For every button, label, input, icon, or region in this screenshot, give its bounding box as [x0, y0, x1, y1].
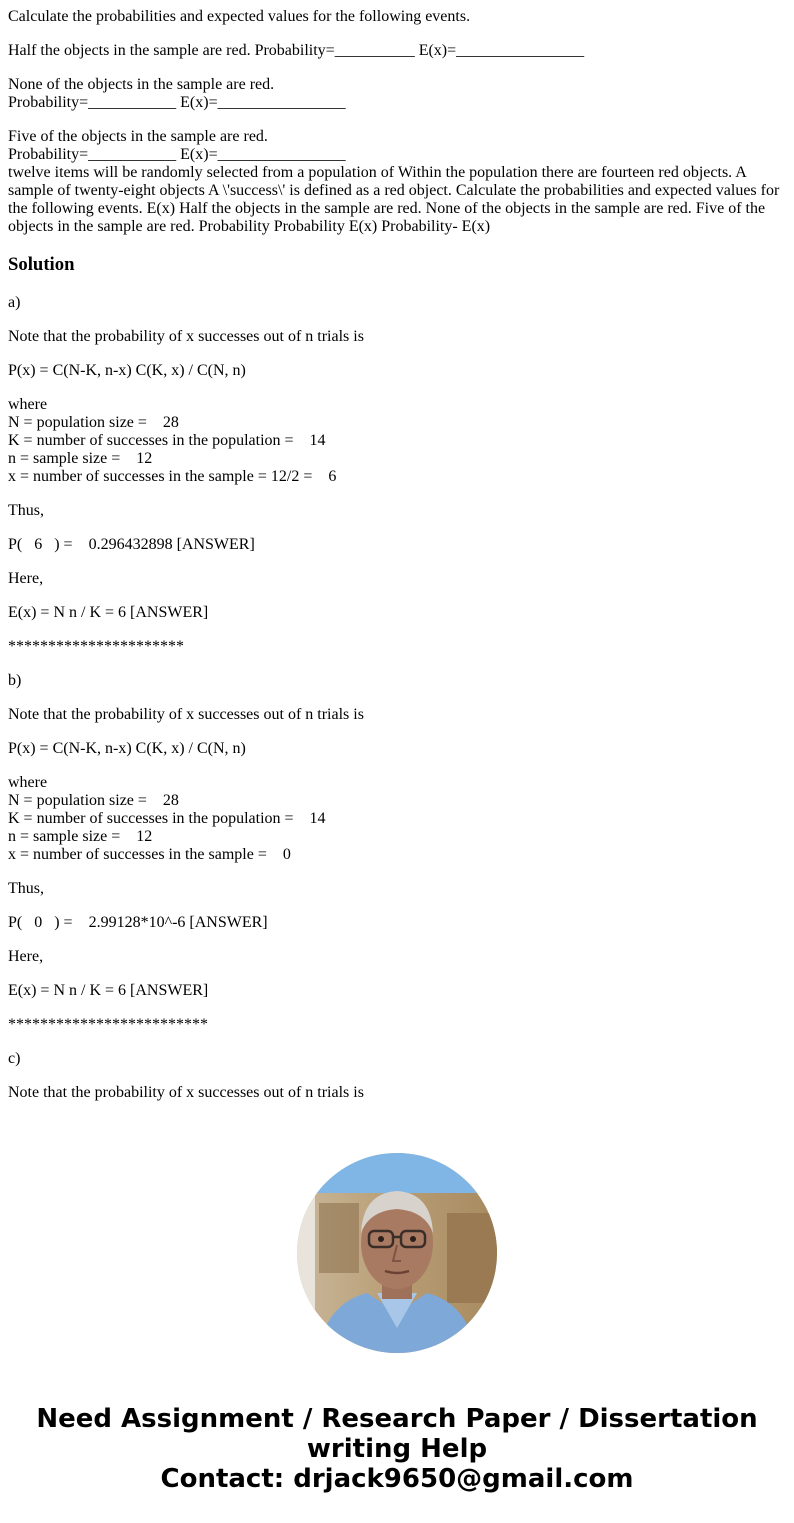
part-b-result: P( 0 ) = 2.99128*10^-6 [ANSWER] — [8, 914, 268, 931]
part-a-population: N = population size = 28 — [8, 414, 179, 431]
document-content — [8, 8, 786, 1122]
part-a-note: Note that the probability of x successes out of n trials is — [8, 328, 364, 345]
part-a-thus: Thus, — [8, 502, 44, 519]
part-b-here: Here, — [8, 948, 44, 965]
question-five-blanks: Probability=___________ E(x)=________________ — [8, 146, 346, 163]
part-b-separator: ************************* — [8, 1016, 208, 1033]
part-b-successes-sample: x = number of successes in the sample = 0 — [8, 846, 291, 863]
part-b-population: N = population size = 28 — [8, 792, 179, 809]
part-b-sample-size: n = sample size = 12 — [8, 828, 153, 845]
question-none-line: None of the objects in the sample are red. — [8, 76, 275, 93]
question-intro: Calculate the probabilities and expected values for the following events. — [8, 8, 471, 25]
solution-heading: Solution — [8, 254, 75, 275]
question-paragraph: twelve items will be randomly selected from a population of Within the population there are fourteen red objects. A sample of twenty-eight objects A \'success\' is defined as a red object. Calculate the probabilities and expected values for the following events. E(x) Half the objects in the sample are red. None of the objects in the sample are red. Five of the objects in the sample are red. Probability Probability E(x) Probability- E(x) — [8, 164, 784, 235]
question-half-line: Half the objects in the sample are red. Probability=__________ E(x)=________________ — [8, 42, 585, 59]
part-a-successes-population: K = number of successes in the population = 14 — [8, 432, 326, 449]
part-a-separator: ********************** — [8, 638, 184, 655]
question-five-line: Five of the objects in the sample are red. — [8, 128, 268, 145]
part-a-expected-value: E(x) = N n / K = 6 [ANSWER] — [8, 604, 209, 621]
part-a-formula: P(x) = C(N-K, n-x) C(K, x) / C(N, n) — [8, 362, 246, 379]
part-b-thus: Thus, — [8, 880, 44, 897]
part-a-result: P( 6 ) = 0.296432898 [ANSWER] — [8, 536, 255, 553]
part-c-note: Note that the probability of x successes out of n trials is — [8, 1084, 364, 1101]
part-a-where: where — [8, 396, 48, 413]
part-b-formula: P(x) = C(N-K, n-x) C(K, x) / C(N, n) — [8, 740, 246, 757]
part-a-label: a) — [8, 294, 21, 311]
part-b-label: b) — [8, 672, 22, 689]
author-photo-icon — [297, 1153, 497, 1353]
contact-footer — [0, 1404, 794, 1494]
part-b-where: where — [8, 774, 48, 791]
question-none-blanks: Probability=___________ E(x)=________________ — [8, 94, 346, 111]
part-c-label: c) — [8, 1050, 21, 1067]
footer-line-1: Need Assignment / Research Paper / Dissertation — [36, 1404, 758, 1434]
footer-line-2: writing Help — [306, 1434, 488, 1464]
part-a-successes-sample: x = number of successes in the sample = 12/2 = 6 — [8, 468, 337, 485]
part-b-expected-value: E(x) = N n / K = 6 [ANSWER] — [8, 982, 209, 999]
author-avatar — [297, 1153, 497, 1353]
footer-contact-email: Contact: drjack9650@gmail.com — [160, 1464, 634, 1494]
part-a-sample-size: n = sample size = 12 — [8, 450, 153, 467]
part-b-note: Note that the probability of x successes out of n trials is — [8, 706, 364, 723]
part-a-here: Here, — [8, 570, 44, 587]
part-b-successes-population: K = number of successes in the population = 14 — [8, 810, 326, 827]
